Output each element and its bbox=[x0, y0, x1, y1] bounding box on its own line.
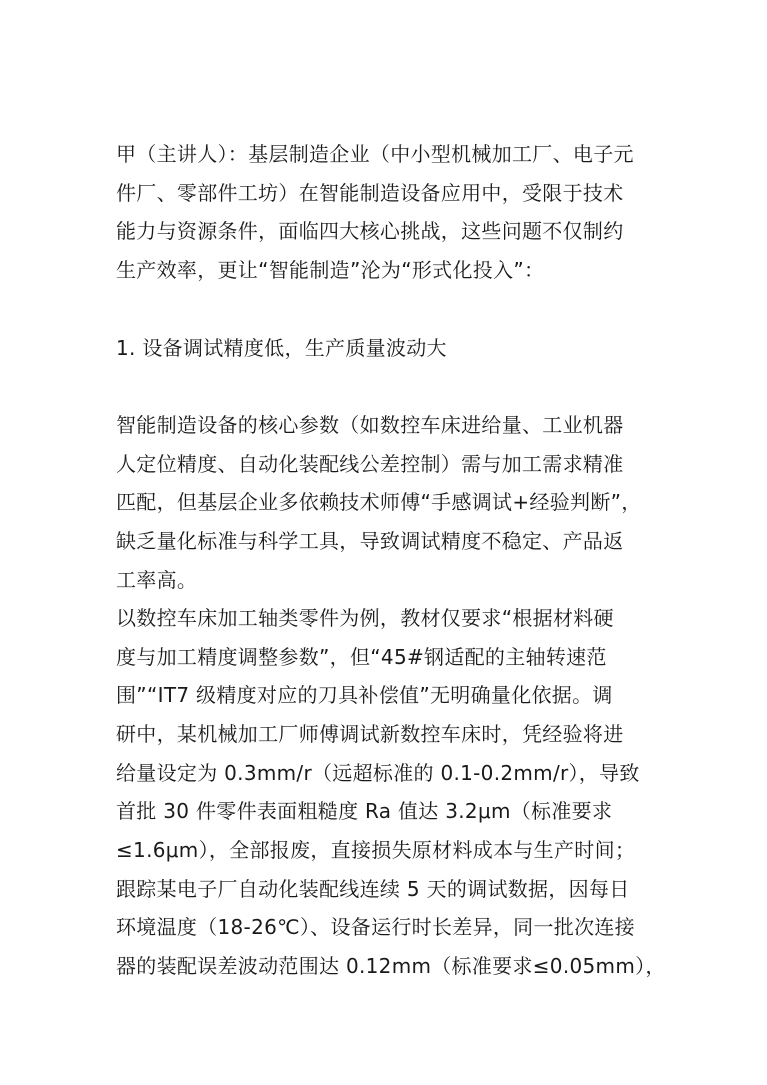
intro-line-1: 甲（主讲人）：基层制造企业（中小型机械加工厂、电子元 bbox=[116, 142, 634, 166]
intro-line-2: 件厂、零部件工坊）在智能制造设备应用中，受限于技术 bbox=[116, 181, 624, 205]
body-line-5: 工率高。 bbox=[116, 568, 198, 592]
body-line-9: 研中，某机械加工厂师傅调试新数控车床时，凭经验将进 bbox=[116, 722, 624, 746]
intro-line-3: 能力与资源条件，面临四大核心挑战，这些问题不仅制约 bbox=[116, 219, 624, 243]
body-line-15: 器的装配误差波动范围达 0.12mm（标准要求≤0.05mm）， bbox=[116, 954, 666, 978]
body-line-12: ≤1.6μm），全部报废，直接损失原材料成本与生产时间； bbox=[116, 838, 636, 862]
section-heading: 1. 设备调试精度低，生产质量波动大 bbox=[116, 336, 447, 360]
body-line-10: 给量设定为 0.3mm/r（远超标准的 0.1-0.2mm/r），导致 bbox=[116, 761, 640, 785]
intro-line-4: 生产效率，更让“智能制造”沦为“形式化投入”： bbox=[116, 258, 545, 282]
body-line-2: 人定位精度、自动化装配线公差控制）需与加工需求精准 bbox=[116, 452, 624, 476]
body-line-13: 跟踪某电子厂自动化装配线连续 5 天的调试数据，因每日 bbox=[116, 877, 630, 901]
body-line-6: 以数控车床加工轴类零件为例，教材仅要求“根据材料硬 bbox=[116, 606, 614, 630]
body-line-8: 围”“IT7 级精度对应的刀具补偿值”无明确量化依据。调 bbox=[116, 683, 613, 707]
body-line-7: 度与加工精度调整参数”，但“45#钢适配的主轴转速范 bbox=[116, 645, 607, 669]
body-line-4: 缺乏量化标准与科学工具，导致调试精度不稳定、产品返 bbox=[116, 529, 624, 553]
body-line-1: 智能制造设备的核心参数（如数控车床进给量、工业机器 bbox=[116, 413, 624, 437]
body-line-14: 环境温度（18-26℃）、设备运行时长差异，同一批次连接 bbox=[116, 915, 635, 939]
body-line-3: 匹配，但基层企业多依赖技术师傅“手感调试+经验判断”， bbox=[116, 490, 642, 514]
body-line-11: 首批 30 件零件表面粗糙度 Ra 值达 3.2μm（标准要求 bbox=[116, 799, 613, 823]
